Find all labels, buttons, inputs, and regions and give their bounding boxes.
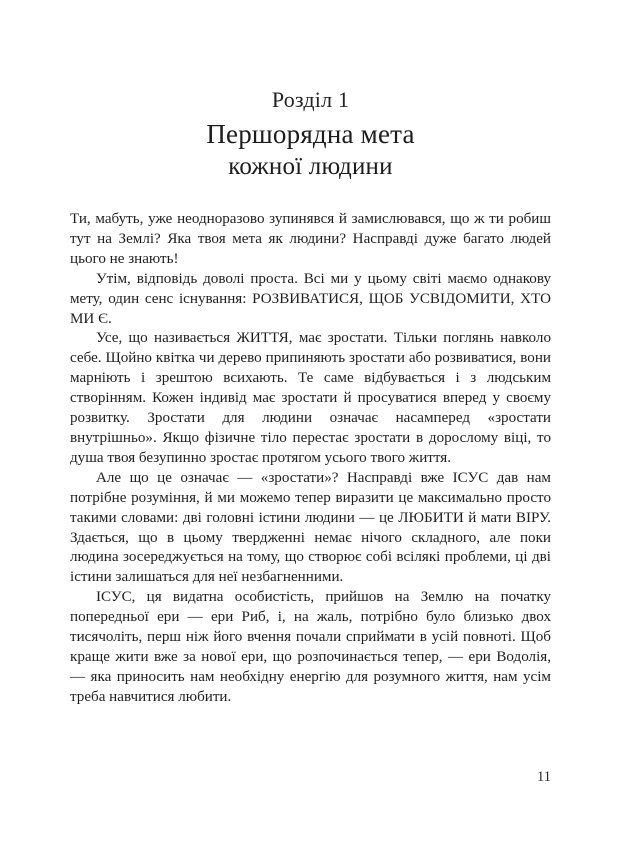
body-paragraph: ІСУС, ця видатна особистість, прийшов на Землю на початку попередньої ери — ери Риб, і, на жаль, потрібно було близько двох тисячоліть, перш ніж його вчення почали сприймати в усій повноті. Щоб краще жити вже за нової ери, що розпочинається тепер, — ери Водолія, — яка приносить нам необхідну енергію для розумного життя, нам усім треба навчитися любити. bbox=[70, 589, 551, 705]
page-number: 11 bbox=[537, 769, 551, 785]
body-paragraph: Утім, відповідь доволі проста. Всі ми у цьому світі маємо однакову мету, один сенс існування: РОЗВИВАТИСЯ, ЩОБ УСВІДОМИТИ, ХТО МИ Є. bbox=[70, 270, 551, 327]
body-paragraph: Але що це означає — «зростати»? Насправді вже ІСУС дав нам потрібне розуміння, й ми можемо тепер виразити це максимально просто такими словами: дві головні істини людини — це ЛЮБИТИ й мати ВІРУ. Здається, що в цьому твердженні немає нічого складного, але поки людина зосереджується на тому, що створює собі всілякі проблеми, ці дві істини залишаться для неї незбагненними. bbox=[70, 469, 551, 586]
chapter-heading bbox=[0, 86, 621, 182]
chapter-title-line-1: Першорядна мета bbox=[206, 119, 415, 149]
body-paragraph: Ти, мабуть, уже неодноразово зупинявся й замислювався, що ж ти робиш тут на Землі? Яка твоя мета як людини? Насправді дуже багато людей цього не знають! bbox=[70, 211, 551, 267]
chapter-title-line-2: кожної людини bbox=[228, 153, 393, 180]
body-text-column bbox=[70, 210, 551, 708]
chapter-label: Розділ 1 bbox=[271, 87, 350, 112]
page-title bbox=[0, 118, 621, 182]
body-paragraph: Усе, що називається ЖИТТЯ, має зростати. Тільки поглянь навколо себе. Щойно квітка чи дерево припиняють зростати або розвиватися, вони марніють і зрештою всихають. Те саме відбувається і з людським створінням. Кожен індивід має зростати й просуватися вперед у своєму розвитку. Зростати для людини означає насамперед «зростати внутрішньо». Якщо фізичне тіло перестає зростати в дорослому віці, то душа твоя безупинно зростає протягом усього твого життя. bbox=[70, 330, 551, 466]
